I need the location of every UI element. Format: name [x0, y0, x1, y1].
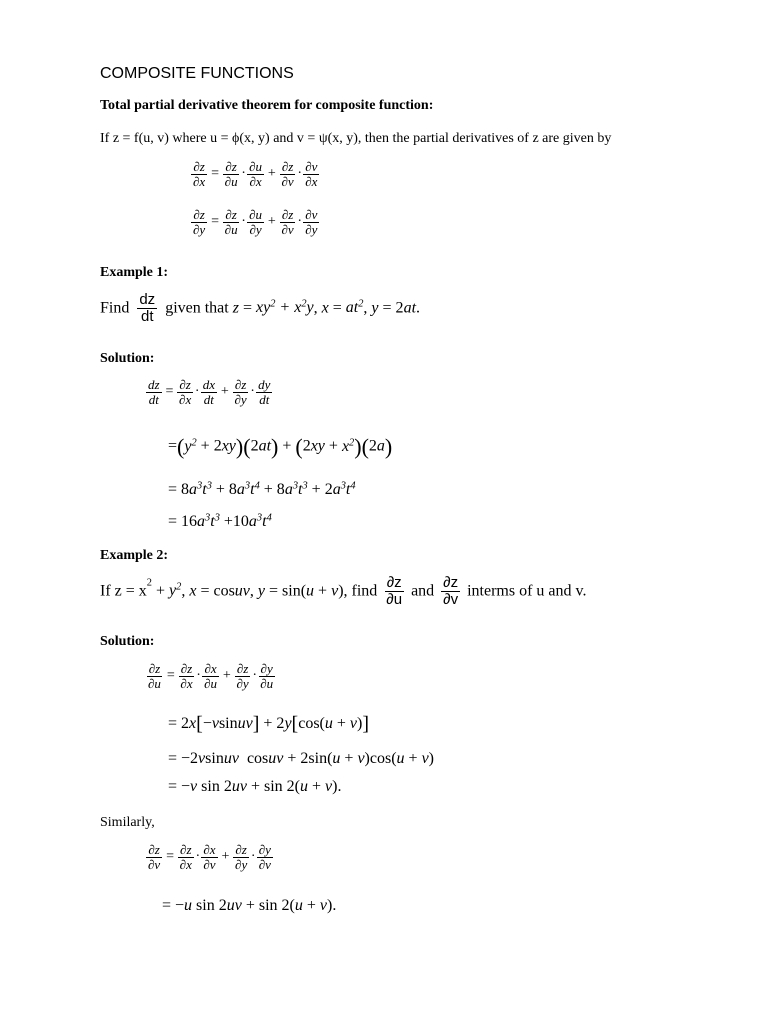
page-title: COMPOSITE FUNCTIONS — [100, 65, 294, 82]
example2-problem: If $z = x^2 + y^2$, x = cosuv, y = sin(u + v), find $\frac{\partial z}{\partial u}$ and $\frac{\partial z}{\partial v}$ interms of u and v. — [100, 574, 587, 608]
example2-solution-line-1: $\frac{\partial z}{\partial u}$ = $\frac{\partial z}{\partial x}$ · $\frac{\partial x}{\partial u}$ + $\frac{\partial z}{\partial y}$ · $\frac{\partial y}{\partial u}$ — [148, 661, 274, 691]
similarly-text: Similarly, — [100, 815, 155, 830]
example1-problem: Find $\frac{dz}{dt}$ given that $z = xy^2 + x^2y$, $x = at^2$, y = 2at. — [100, 291, 421, 325]
example2-interms-text: interms of u and v. — [467, 582, 587, 600]
example1-heading: Example 1: — [100, 265, 169, 280]
example2-solution-line-3: = −2vsinuv cosuv + 2sin(u + v)cos(u + v) — [168, 750, 434, 767]
theorem-heading: Total partial derivative theorem for composite function: — [100, 98, 434, 113]
example2-heading: Example 2: — [100, 548, 169, 563]
example2-and-word: and — [411, 582, 435, 600]
example1-solution-line-3: = $8a^3t^3 + 8a^3t^4 + 8a^3t^3 + 2a^3t^4$ — [168, 480, 356, 498]
example2-if-prefix: If z = x — [100, 582, 147, 600]
example1-solution-line-1: $\frac{dz}{dt}$ = $\frac{\partial z}{\partial x}$ · $\frac{dx}{dt}$ + $\frac{\partial z}{\partial y}$ · $\frac{dy}{dt}$ — [148, 377, 271, 407]
example1-solution-line-2: $=(y^2 + 2xy)(2at) + (2xy + x^2)(2a)$ — [168, 434, 393, 459]
example1-given-word: given that — [165, 299, 229, 317]
theorem-equation-y: $\frac{\partial z}{\partial y}$ = $\frac{\partial z}{\partial u}$ · $\frac{\partial u}{\partial y}$ + $\frac{\partial z}{\partial v}$ · $\frac{\partial v}{\partial y}$ — [193, 207, 318, 237]
similarly-equation-line-2: = −u sin 2uv + sin 2(u + v). — [162, 897, 337, 914]
example1-find-word: Find — [100, 299, 130, 317]
intro-text: If z = f(u, v) where u = ϕ(x, y) and v = ψ(x, y), then the partial derivatives of z are given by — [100, 131, 612, 146]
example2-find-word: find — [351, 582, 378, 600]
example1-solution-heading: Solution: — [100, 351, 155, 366]
example2-solution-line-2: = 2x[−vsinuv] + 2y[cos(u + v)] — [168, 713, 370, 735]
similarly-equation-line-1: $\frac{\partial z}{\partial v}$ = $\frac{\partial z}{\partial x}$ · $\frac{\partial x}{\partial v}$ + $\frac{\partial z}{\partial y}$ · $\frac{\partial y}{\partial v}$ — [148, 842, 271, 872]
example2-solution-line-4: = −v sin 2uv + sin 2(u + v). — [168, 778, 342, 795]
example1-solution-line-4: = $16a^3t^3 +10a^3t^4$ — [168, 512, 272, 530]
theorem-equation-x: $\frac{\partial z}{\partial x}$ = $\frac{\partial z}{\partial u}$ · $\frac{\partial u}{\partial x}$ + $\frac{\partial z}{\partial v}$ · $\frac{\partial v}{\partial x}$ — [193, 159, 318, 189]
example2-solution-heading: Solution: — [100, 634, 155, 649]
